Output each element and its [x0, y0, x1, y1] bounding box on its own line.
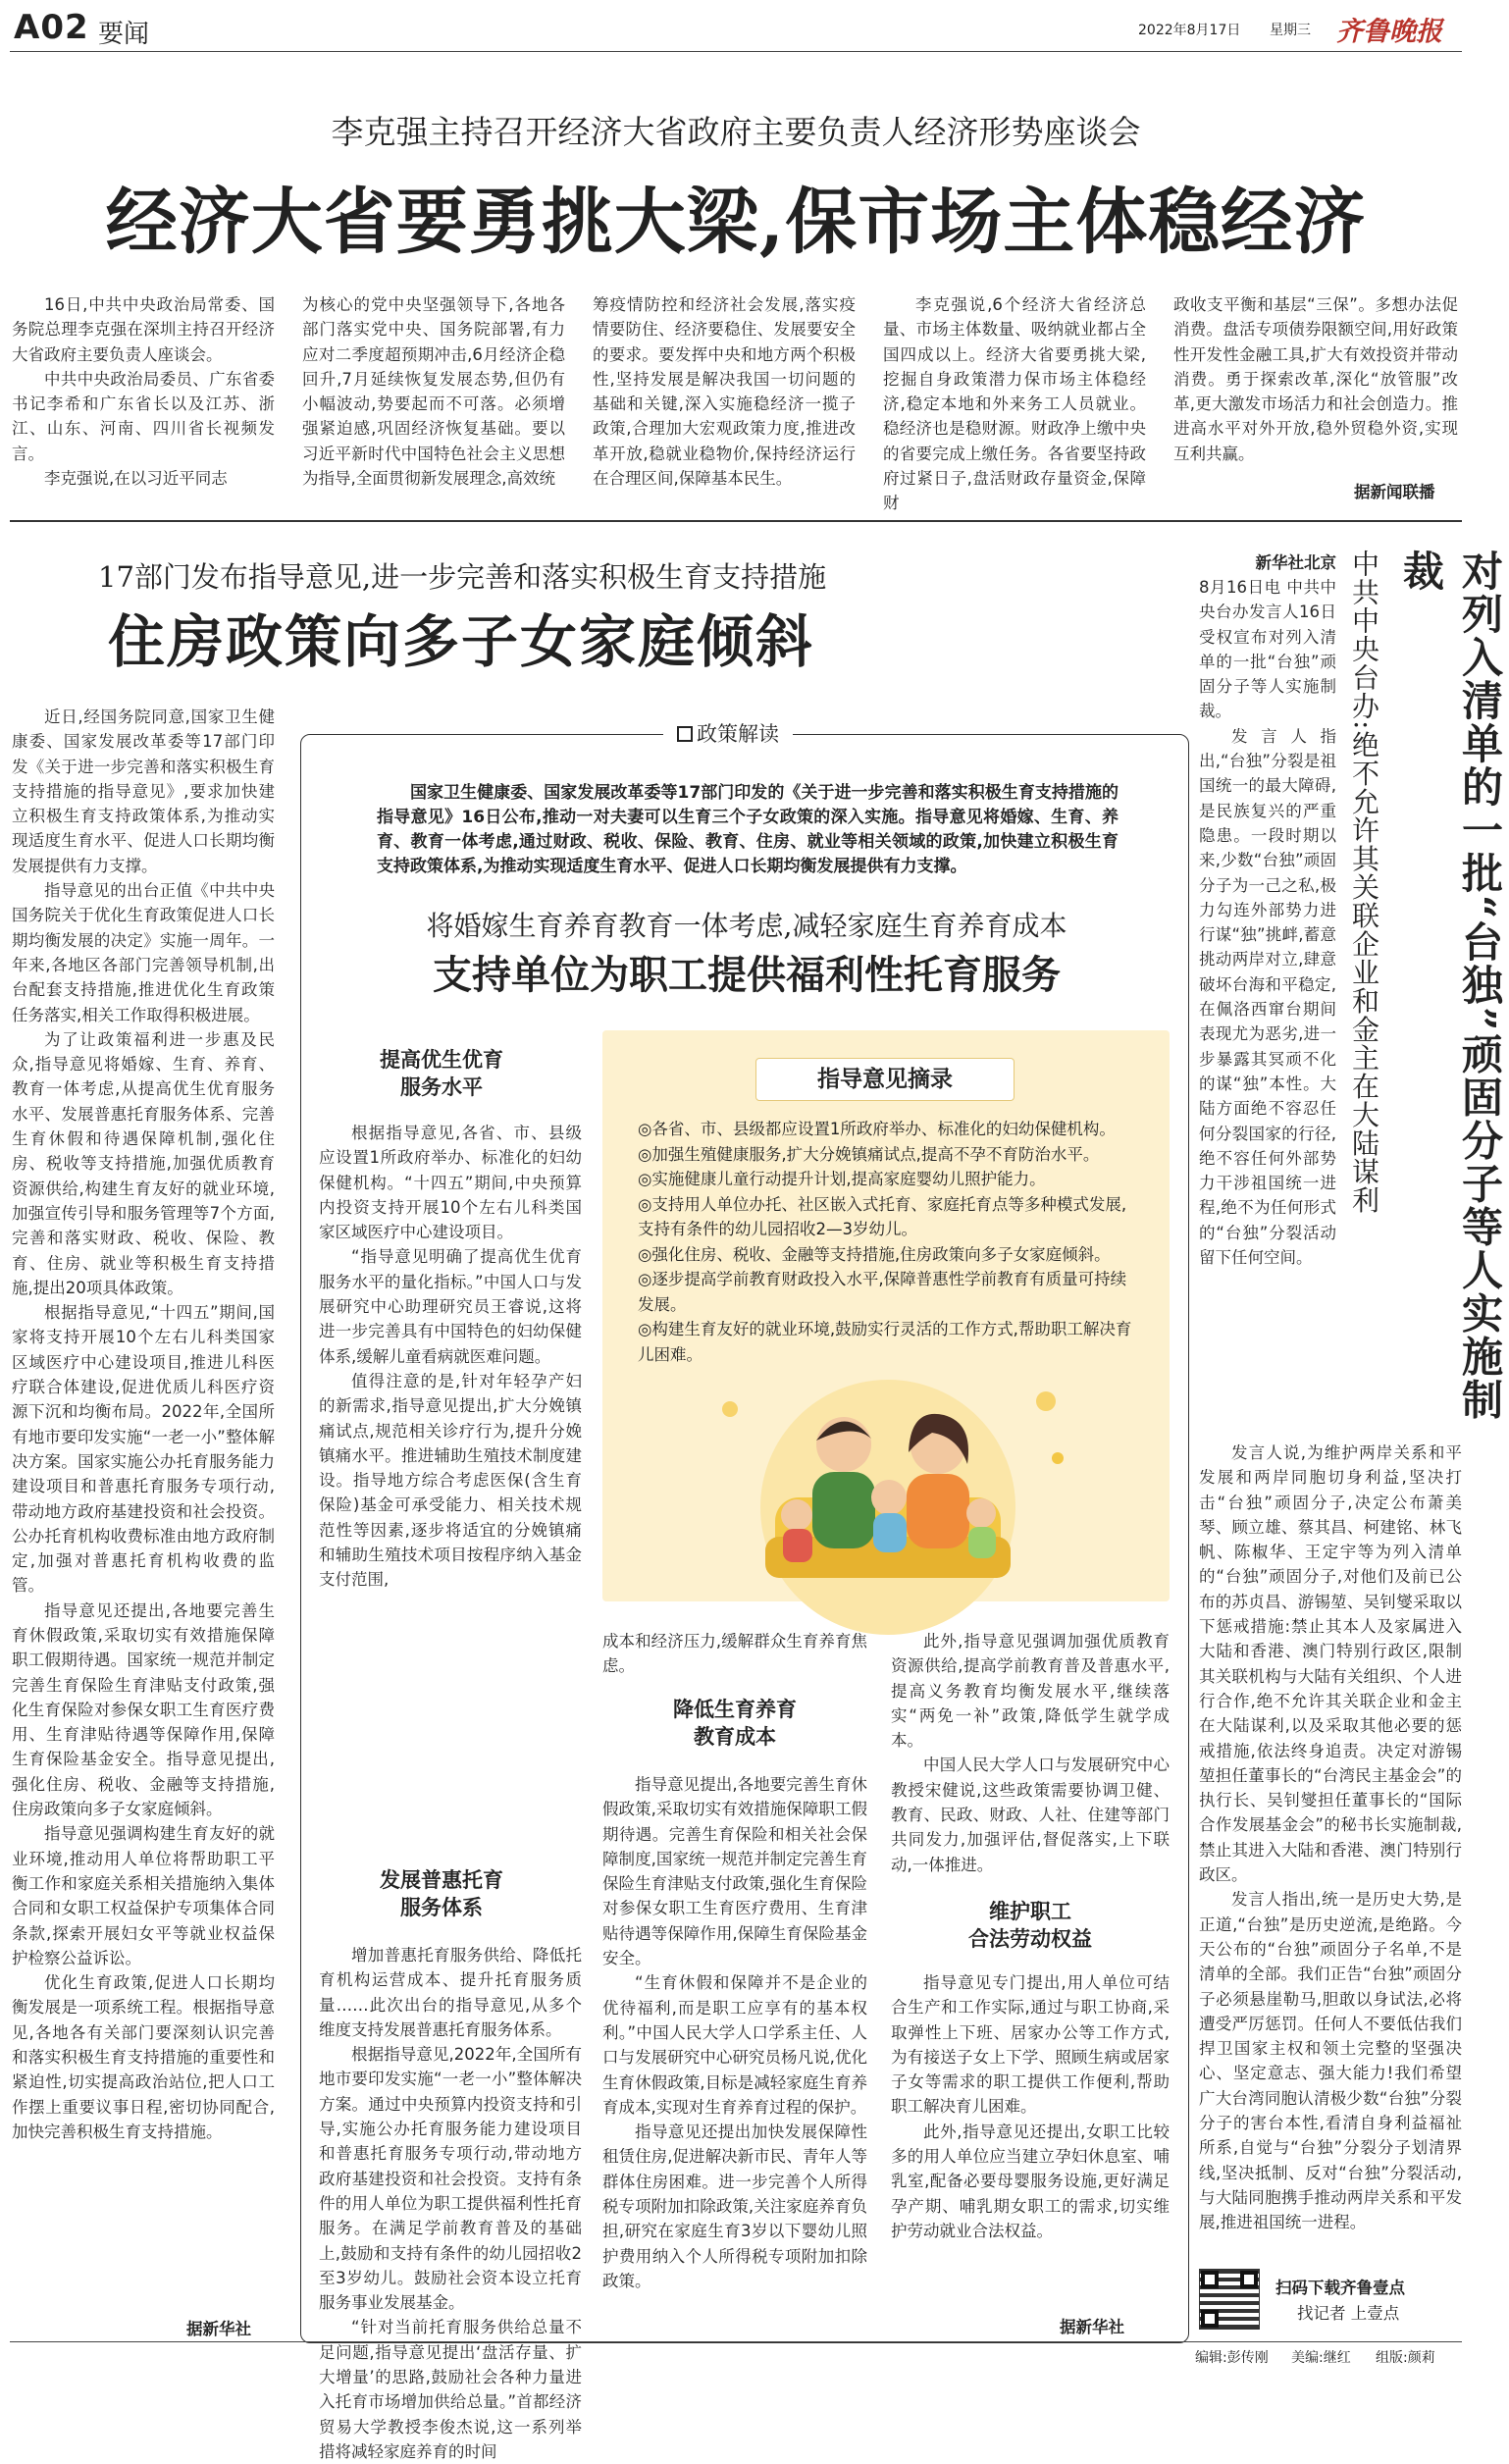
- story3-headline: 对列入清单的一批“台独”顽固分子等人实施制裁: [1397, 550, 1504, 1422]
- paragraph: 指导意见的出台正值《中共中央 国务院关于优化生育政策促进人口长期均衡发展的决定》实施一周年。一年来,各地区各部门完善领导机制,出台配套支持措施,推进优化生育政策任务落实,相关工作取得积极进展。: [12, 881, 275, 1024]
- inner-kicker: 将婚嫁生育养育教育一体考虑,减轻家庭生育养育成本: [426, 910, 1067, 942]
- story1-column-3: [593, 292, 856, 498]
- box-label: [663, 720, 793, 748]
- story1-column-1: [12, 292, 275, 498]
- paragraph: 发言人说,为维护两岸关系和平发展和两岸同胞切身利益,坚决打击“台独”顽固分子,决定公布萧美琴、顾立雄、蔡其昌、柯建铭、林飞帆、陈椒华、王定宇等为列入清单的“台独”顽固分子,对他们及前已公布的苏贞昌、游锡堃、吴钊燮采取以下惩戒措施:禁止其本人及家属进入大陆和香港、澳门特别行政区,限制其关联机构与大陆有关组织、个人进行合作,绝不允许其关联企业和金主在大陆谋利,以及采取其他必要的惩戒措施,依法终身追责。决定对游锡堃担任董事长的“台湾民主基金会”的执行长、吴钊燮担任董事长的“国际合作发展基金会”的秘书长实施制裁,禁止其进入大陆和香港、澳门特别行政区。: [1199, 1443, 1462, 1885]
- paragraph: 指导意见还提出,各地要完善生育休假政策,采取切实有效措施保障职工假期待遇。国家统一规范并制定完善生育保险生育津贴支付政策,强化生育保险对参保女职工生育医疗费用、生育津贴待遇等保障作用,保障生育保险基金安全。指导意见提出,强化住房、税收、金融等支持措施,住房政策向多子女家庭倾斜。: [12, 1600, 275, 1819]
- paragraph: 指导意见提出,各地要完善生育休假政策,采取切实有效措施保障职工假期待遇。完善生育保险和相关社会保障制度,国家统一规范并制定完善生育保险生育津贴支付政策,强化生育保险对参保女职工生育医疗费用、生育津贴待遇等保障作用,保障生育保险基金安全。: [602, 1775, 867, 1968]
- decor-dot: [722, 1401, 738, 1417]
- layout-credit: 组版:颜莉: [1376, 2350, 1435, 2366]
- list-item: ◎支持用人单位办托、社区嵌入式托育、家庭托育点等多种模式发展,支持有条件的幼儿园招收2—3岁幼儿。: [638, 1194, 1127, 1238]
- story3-wide-column: [1199, 1441, 1462, 2265]
- paragraph: 政收支平衡和基层“三保”。多想办法促消费。盘活专项债券限额空间,用好政策性开发性金融工具,扩大有效投资并带动消费。勇于探索改革,深化“放管服”改革,更大激发市场活力和社会创造力。推进高水平对外开放,稳外贸稳外资,实现互利共赢。: [1173, 295, 1458, 463]
- paragraph: 16日,中共中央政治局常委、国务院总理李克强在深圳主持召开经济大省政府主要负责人座谈会。: [12, 295, 275, 364]
- list-item: ◎强化住房、税收、金融等支持措施,住房政策向多子女家庭倾斜。: [638, 1244, 1111, 1264]
- document-icon: [677, 726, 693, 742]
- child-head: [871, 1480, 907, 1515]
- paragraph: 中共中央政治局委员、广东省委书记李希和广东省长以及江苏、浙江、山东、河南、四川省长视频发言。: [12, 369, 275, 463]
- list-item: ◎实施健康儿童行动提升计划,提高家庭婴幼儿照护能力。: [638, 1170, 1046, 1188]
- toddler-head: [781, 1499, 812, 1531]
- qr-finder: [1201, 2271, 1219, 2288]
- section-3-lead: [602, 1629, 867, 1684]
- paragraph: 8月16日电 中共中央台办发言人16日受权宣布对列入清单的一批“台独”顽固分子等人实施制裁。: [1199, 578, 1336, 721]
- list-item: ◎各省、市、县级都应设置1所政府举办、标准化的妇幼保健机构。: [638, 1120, 1116, 1138]
- father-body: [812, 1472, 875, 1548]
- section-3-title: 降低生育养育 教育成本: [673, 1698, 797, 1749]
- section-3-body: [602, 1772, 867, 2332]
- qr-caption-1: 扫码下载齐鲁壹点: [1275, 2279, 1405, 2297]
- story1-column-4: [883, 292, 1146, 513]
- paragraph: 根据指导意见,各省、市、县级应设置1所政府举办、标准化的妇幼保健机构。“十四五”期间,中央预算内投资支持开展10个左右儿科类国家区域医疗中心建设项目。: [319, 1124, 582, 1242]
- baby-body: [968, 1527, 996, 1558]
- paragraph: 指导意见还提出加快发展保障性租赁住房,促进解决新市民、青年人等群体住房困难。进一步完善个人所得税专项附加扣除政策,关注家庭养育负担,研究在家庭生育3岁以下婴幼儿照护费用纳入个人所得税专项附加扣除政策。: [602, 2123, 867, 2290]
- story3-kicker: 中共中央台办:绝不允许其关联企业和金主在大陆谋利: [1348, 550, 1380, 1215]
- story3-dateline: 新华社北京: [1255, 553, 1336, 572]
- story2-credit: 据新华社: [1060, 2318, 1124, 2336]
- paragraph: 成本和经济压力,缓解群众生育养育焦虑。: [602, 1632, 867, 1676]
- decor-dot: [1036, 1391, 1056, 1411]
- story1-credit: 据新闻联播: [1354, 483, 1435, 501]
- issue-weekday: 星期三: [1270, 23, 1311, 38]
- paragraph: “针对当前托育服务供给总量不足问题,指导意见提出‘盘活存量、扩大增量’的思路,鼓励社会各种力量进入托育市场增加供给总量。”首都经济贸易大学教授李俊杰说,这一系列举措将减轻家庭养育的时间: [319, 2318, 582, 2461]
- story1-column-2: [302, 292, 565, 498]
- paragraph: 李克强说,6个经济大省经济总量、市场主体数量、吸纳就业都占全国四成以上。经济大省要勇挑大梁,挖掘自身政策潜力保市场主体稳经济,稳定本地和外来务工人员就业。稳经济也是稳财源。财政净上缴中央的省要完成上缴任务。各省要坚持政府过紧日子,盘活财政存量资金,保障财: [883, 295, 1146, 513]
- page-code: A02: [14, 8, 89, 47]
- page-header: [10, 6, 1462, 51]
- masthead-logo: 齐鲁晚报: [1336, 17, 1442, 47]
- paragraph: 值得注意的是,针对年轻孕产妇的新需求,指导意见提出,扩大分娩镇痛试点,规范相关诊疗行为,提升分娩镇痛水平。推进辅助生殖技术制度建设。指导地方综合考虑医保(含生育保险)基金可承受能力、相关技术规范性等因素,逐步将适宜的分娩镇痛和辅助生殖技术项目按程序纳入基金支付范围,: [319, 1371, 582, 1590]
- paragraph: 李克强说,在以习近平同志: [44, 469, 228, 489]
- paragraph: 根据指导意见,“十四五”期间,国家将支持开展10个左右儿科类国家区域医疗中心建设项目,推进儿科医疗联合体建设,促进优质儿科医疗资源下沉和均衡布局。2022年,全国所有地市要印发实施“一老一小”整体解决方案。国家实施公办托育服务能力建设项目和普惠托育服务专项行动,带动地方政府基建投资和社会投资。公办托育机构收费标准由地方政府制定,加强对普惠托育机构收费的监管。: [12, 1303, 275, 1596]
- summary-title: 指导意见摘录: [817, 1067, 953, 1092]
- section-2-title: 发展普惠托育 服务体系: [380, 1868, 503, 1919]
- paragraph: 指导意见专门提出,用人单位可结合生产和工作实际,通过与职工协商,采取弹性上下班、居家办公等工作方式,为有接送子女上下学、照顾生病或居家子女等需求的职工提供工作便利,帮助职工解决育儿困难。: [891, 1973, 1170, 2117]
- paragraph: 近日,经国务院同意,国家卫生健康委、国家发展改革委等17部门印发《关于进一步完善和落实积极生育支持措施的指导意见》,要求加快建立积极生育支持政策体系,为推动实现适度生育水平、促进人口长期均衡发展提供有力支撑。: [12, 708, 275, 875]
- story2-left-credit: 据新华社: [186, 2320, 251, 2338]
- baby-head: [966, 1498, 996, 1528]
- paragraph: 此外,指导意见强调加强优质教育资源供给,提高学前教育普及普惠水平,提高义务教育均衡发展水平,继续落实“两免一补”政策,降低学生就学成本。: [891, 1632, 1170, 1751]
- story2-kicker: 17部门发布指导意见,进一步完善和落实积极生育支持措施: [98, 560, 827, 594]
- story1-headline: 经济大省要勇挑大梁,保市场主体稳经济: [105, 180, 1367, 264]
- paragraph: 优化生育政策,促进人口长期均衡发展是一项系统工程。根据指导意见,各地各有关部门要深刻认识完善和落实积极生育支持措施的重要性和紧迫性,切实提高政治站位,把人口工作摆上重要议事日程,密切协同配合,加快完善积极生育支持措施。: [12, 1973, 275, 2141]
- summary-list: [638, 1117, 1142, 1367]
- list-item: ◎构建生育友好的就业环境,鼓励实行灵活的工作方式,帮助职工解决育儿困难。: [638, 1320, 1132, 1364]
- paragraph: 为核心的党中央坚强领导下,各地各部门落实党中央、国务院部署,有力应对二季度超预期冲击,6月经济企稳回升,7月延续恢复发展态势,但仍有小幅波动,势要起而不可落。必须增强紧迫感,巩固经济恢复基础。要以习近平新时代中国特色社会主义思想为指导,全面贯彻新发展理念,高效统: [302, 295, 565, 489]
- policy-intro: 国家卫生健康委、国家发展改革委等17部门印发的《关于进一步完善和落实积极生育支持措施的指导意见》16日公布,推动一对夫妻可以生育三个子女政策的深入实施。指导意见将婚嫁、生育、养育、教育一体考虑,通过财政、税收、保险、教育、住房、就业等相关领域的政策,加快建立积极生育支持政策体系,为推动实现适度生育水平、促进人口长期均衡发展提供有力支撑。: [377, 783, 1119, 876]
- paragraph: 中国人民大学人口与发展研究中心教授宋健说,这些政策需要协调卫健、教育、民政、财政、人社、住建等部门共同发力,加强评估,督促落实,上下联动,一体推进。: [891, 1756, 1170, 1874]
- paragraph: 指导意见强调构建生育友好的就业环境,推动用人单位将帮助职工平衡工作和家庭关系相关措施纳入集体合同和女职工权益保护专项集体合同条款,探索开展妇女平等就业权益保护检察公益诉讼。: [12, 1824, 275, 1967]
- qr-finder: [1201, 2310, 1219, 2328]
- mother-body: [907, 1474, 969, 1548]
- toddler-body: [783, 1529, 812, 1562]
- editor-credit: 编辑:彭传刚: [1195, 2350, 1269, 2366]
- inner-headline: 支持单位为职工提供福利性托育服务: [433, 952, 1061, 998]
- box-label-text: 政策解读: [697, 722, 779, 746]
- story2-headline: 住房政策向多子女家庭倾斜: [108, 608, 815, 675]
- family-illustration: [687, 1350, 1089, 1601]
- section-1-title: 提高优生优育 服务水平: [380, 1048, 503, 1099]
- story1-column-5: [1173, 292, 1458, 475]
- qr-finder: [1240, 2271, 1258, 2288]
- paragraph: 为了让政策福利进一步惠及民众,指导意见将婚嫁、生育、养育、教育一体考虑,从提高优生优育服务水平、发展普惠托育服务体系、完善生育休假和待遇保障机制,强化住房、税收等支持措施,加强优质教育资源供给,构建生育友好的就业环境,加强宣传引导和服务管理等7个方面,完善和落实财政、税收、保险、教育、住房、就业等积极生育支持措施,提出20项具体政策。: [12, 1029, 275, 1297]
- list-item: ◎逐步提高学前教育财政投入水平,保障普惠性学前教育有质量可持续发展。: [638, 1270, 1127, 1314]
- paragraph: “生育休假和保障并不是企业的优待福利,而是职工应享有的基本权利。”中国人民大学人口学系主任、人口与发展研究中心研究员杨凡说,优化生育休假政策,目标是减轻家庭生育养育成本,实现对生育养育过程的保护。: [602, 1973, 867, 2117]
- section-4-body: [891, 1970, 1170, 2310]
- paragraph: 此外,指导意见还提出,女职工比较多的用人单位应当建立孕妇休息室、哺乳室,配备必要母婴服务设施,更好满足孕产期、哺乳期女职工的需求,切实维护劳动就业合法权益。: [891, 2122, 1170, 2240]
- section-2-body: [319, 1943, 582, 2461]
- child-body: [873, 1513, 907, 1552]
- art-credit: 美编:继红: [1291, 2350, 1351, 2366]
- story1-kicker: 李克强主持召开经济大省政府主要负责人经济形势座谈会: [331, 113, 1141, 151]
- paragraph: 筹疫情防控和经济社会发展,落实疫情要防住、经济要稳住、发展要安全的要求。要发挥中央和地方两个积极性,坚持发展是解决我国一切问题的基础和关键,深入实施稳经济一揽子政策,合理加大宏观政策力度,推进改革开放,稳就业稳物价,保持经济运行在合理区间,保障基本民生。: [593, 295, 856, 489]
- paragraph: “指导意见明确了提高优生优育服务水平的量化指标。”中国人口与发展研究中心助理研究员王睿说,这将进一步完善具有中国特色的妇幼保健体系,缓解儿童看病就医难问题。: [319, 1247, 582, 1366]
- section-4-title: 维护职工 合法劳动权益: [968, 1900, 1092, 1951]
- paragraph: 增加普惠托育服务供给、降低托育机构运营成本、提升托育服务质量……此次出台的指导意见,从多个维度支持发展普惠托育服务体系。: [319, 1946, 582, 2039]
- issue-date: 2022年8月17日: [1138, 23, 1241, 38]
- section-name: 要闻: [98, 20, 150, 49]
- paragraph: 发言人指出,统一是历史大势,是正道,“台独”是历史逆流,是绝路。今天公布的“台独”顽固分子名单,不是清单的全部。我们正告“台独”顽固分子必须悬崖勒马,胆敢以身试法,必将遭受严厉惩罚。任何人不要低估我们捍卫国家主权和领土完整的坚强决心、坚定意志、强大能力!我们希望广大台湾同胞认清极少数“台独”分裂分子的害台本性,看清自身利益福祉所系,自觉与“台独”分裂分子划清界线,坚决抵制、反对“台独”分裂活动,与大陆同胞携手推动两岸关系和平发展,推进祖国统一进程。: [1199, 1890, 1462, 2232]
- paragraph: 根据指导意见,2022年,全国所有地市要印发实施“一老一小”整体解决方案。通过中央预算内投资支持和引导,实施公办托育服务能力建设项目和普惠托育服务专项行动,带动地方政府基建投资和社会投资。支持有条件的用人单位为职工提供福利性托育服务。在满足学前教育普及的基础上,鼓励和支持有条件的幼儿园招收2至3岁幼儿。鼓励社会资本设立托育服务事业发展基金。: [319, 2045, 582, 2313]
- list-item: ◎加强生殖健康服务,扩大分娩镇痛试点,提高不孕不育防治水平。: [638, 1144, 1100, 1164]
- paragraph: 发言人指出,“台独”分裂是祖国统一的最大障碍,是民族复兴的严重隐患。一段时期以来,少数“台独”顽固分子为一己之私,极力勾连外部势力进行谋“独”挑衅,蓄意挑动两岸对立,肆意破坏台海和平稳定,在佩洛西窜台期间表现尤为恶劣,进一步暴露其冥顽不化的谋“独”本性。大陆方面绝不容忍任何分裂国家的行径,绝不容任何外部势力干涉祖国统一进程,绝不为任何形式的“台独”分裂活动留下任何空间。: [1199, 726, 1336, 1268]
- section-4-lead: [891, 1629, 1170, 1884]
- story3-narrow-column: [1199, 575, 1336, 1439]
- story2-left-column: [12, 705, 275, 2312]
- decor-dot: [1052, 1452, 1064, 1464]
- qr-caption-2: 找记者 上壹点: [1297, 2304, 1400, 2323]
